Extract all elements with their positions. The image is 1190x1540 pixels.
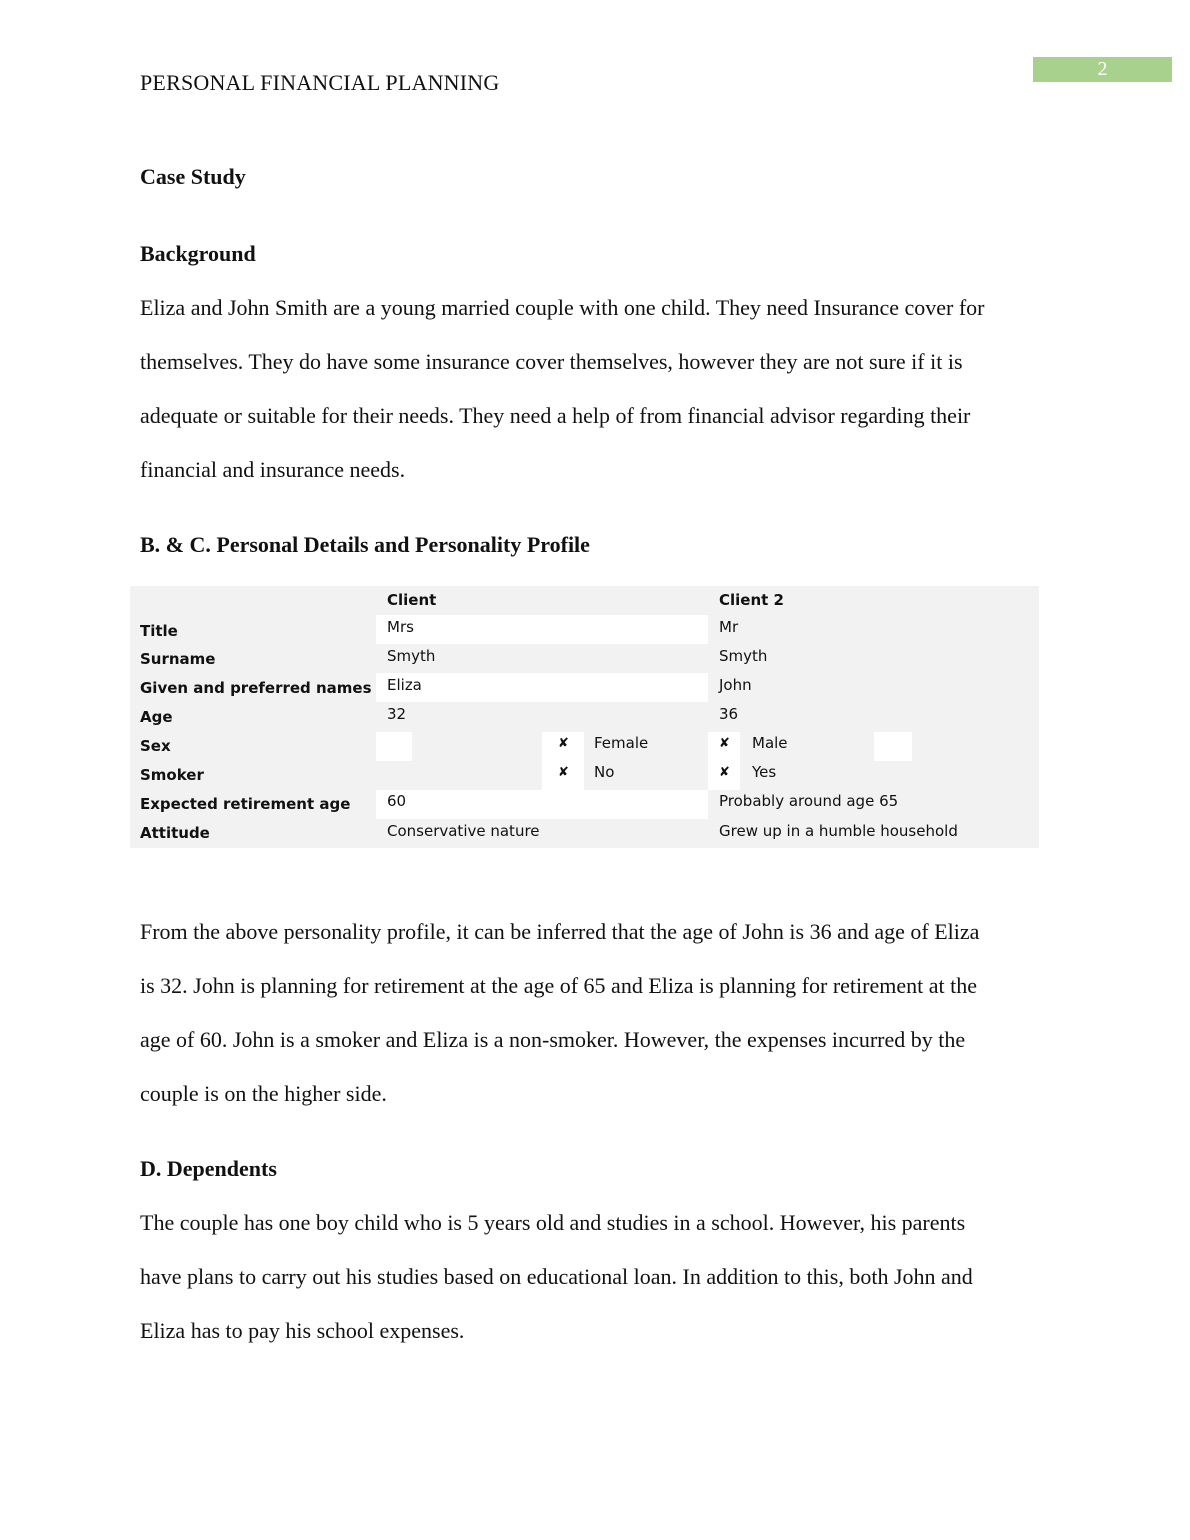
field-bg [376, 673, 708, 702]
client-attitude: Conservative nature [387, 822, 540, 840]
dependents-paragraph [140, 1196, 1048, 1358]
personal-details-table [130, 586, 1039, 848]
client2-attitude: Grew up in a humble household [719, 822, 958, 840]
text-line: The couple has one boy child who is 5 years old and studies in a school. However, his parents [140, 1210, 966, 1235]
text-line: financial and insurance needs. [140, 457, 406, 482]
row-label-age: Age [140, 708, 173, 726]
background-paragraph [140, 281, 1048, 497]
row-label-attitude: Attitude [140, 824, 210, 842]
text-line: Eliza has to pay his school expenses. [140, 1318, 465, 1343]
client-given-names: Eliza [387, 676, 422, 694]
text-line: From the above personality profile, it can be inferred that the age of John is 36 and age of Eliza [140, 919, 980, 944]
client-sex: Female [594, 734, 649, 752]
row-label-smoker: Smoker [140, 766, 204, 784]
text-line: adequate or suitable for their needs. They need a help of from financial advisor regarding their [140, 403, 971, 428]
cross-mark-icon: ✘ [719, 736, 730, 751]
text-line: is 32. John is planning for retirement at the age of 65 and Eliza is planning for retirement at the [140, 973, 977, 998]
client2-sex: Male [752, 734, 788, 752]
page-number: 2 [1033, 57, 1172, 82]
cross-mark-icon: ✘ [558, 765, 569, 780]
row-label-given-names: Given and preferred names [140, 679, 372, 697]
row-label-retirement-age: Expected retirement age [140, 795, 351, 813]
cross-mark-icon: ✘ [558, 736, 569, 751]
client-age: 32 [387, 705, 407, 723]
case-study-heading: Case Study [140, 164, 246, 189]
column-header-client-2: Client 2 [719, 591, 784, 609]
field-bg [376, 790, 708, 819]
profile-summary-paragraph [140, 905, 1048, 1121]
client2-surname: Smyth [719, 647, 768, 665]
running-header: PERSONAL FINANCIAL PLANNING [140, 70, 500, 95]
client-retirement-age: 60 [387, 792, 407, 810]
text-line: age of 60. John is a smoker and Eliza is a non-smoker. However, the expenses incurred by the [140, 1027, 966, 1052]
dependents-heading: D. Dependents [140, 1156, 277, 1181]
text-line: have plans to carry out his studies based on educational loan. In addition to this, both John and [140, 1264, 973, 1289]
text-line: couple is on the higher side. [140, 1081, 387, 1106]
client-smoker: No [594, 763, 615, 781]
client-surname: Smyth [387, 647, 436, 665]
profile-heading: B. & C. Personal Details and Personality Profile [140, 532, 590, 557]
row-label-title: Title [140, 622, 178, 640]
text-line: Eliza and John Smith are a young married couple with one child. They need Insurance cover for [140, 295, 985, 320]
client2-title: Mr [719, 618, 739, 636]
checkbox-blank [376, 732, 412, 761]
client2-age: 36 [719, 705, 739, 723]
cross-mark-icon: ✘ [719, 765, 730, 780]
background-heading: Background [140, 241, 256, 266]
row-label-sex: Sex [140, 737, 171, 755]
client2-smoker: Yes [752, 763, 777, 781]
column-header-client: Client [387, 591, 437, 609]
row-label-surname: Surname [140, 650, 216, 668]
client2-given-names: John [719, 676, 752, 694]
text-line: themselves. They do have some insurance cover themselves, however they are not sure if it is [140, 349, 963, 374]
client-title: Mrs [387, 618, 414, 636]
checkbox-blank [874, 732, 912, 761]
field-bg [376, 615, 708, 644]
client2-retirement-age: Probably around age 65 [719, 792, 899, 810]
